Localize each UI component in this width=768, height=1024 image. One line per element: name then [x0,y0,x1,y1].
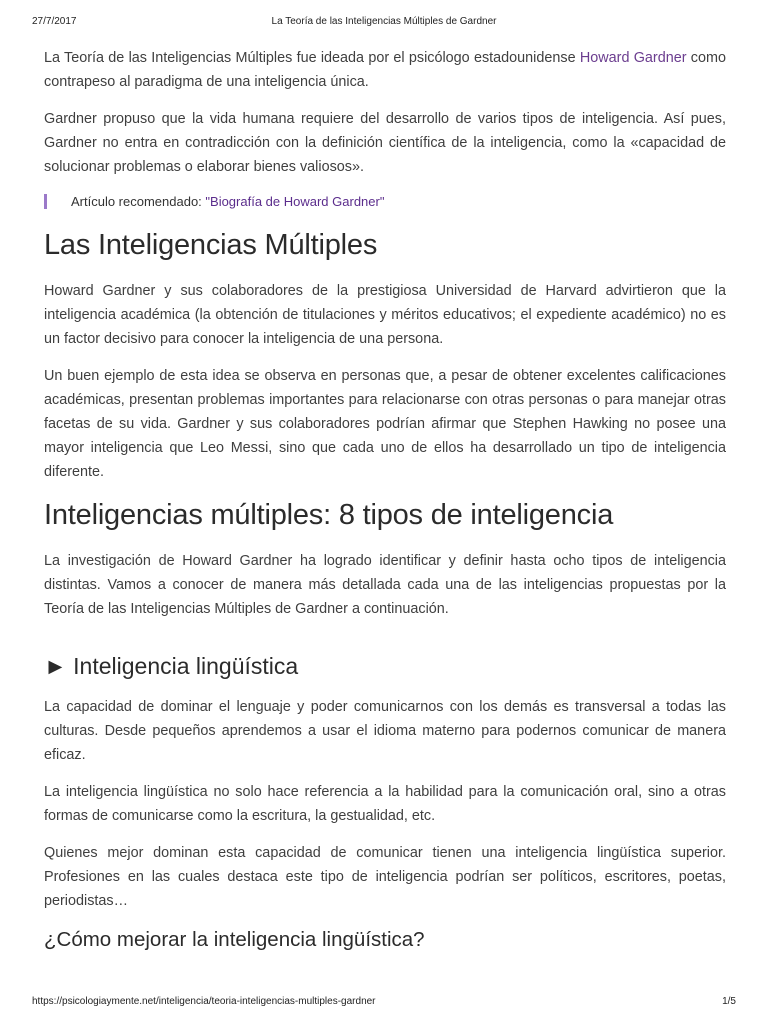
heading-ocho-tipos: Inteligencias múltiples: 8 tipos de inteligencia [44,499,614,531]
print-source-url: https://psicologiaymente.net/inteligencia/teoria-inteligencias-multiples-gardner [32,996,376,1007]
linguistica-paragraph-1: La capacidad de dominar el lenguaje y poder comunicarnos con los demás es transversal a todas las culturas. Desde pequeños aprendemos a usar el idioma materno para podernos comunicar de manera eficaz. [44,699,726,763]
print-date: 27/7/2017 [32,16,77,27]
recommended-article-link[interactable]: "Biografía de Howard Gardner" [205,194,385,209]
print-header [32,16,736,30]
print-footer [32,996,736,1010]
howard-gardner-link[interactable]: Howard Gardner [579,50,687,66]
intro-paragraph-2: Gardner propuso que la vida humana requiere del desarrollo de varios tipos de inteligencia. Así pues, Gardner no entra en contradicción con la definición científica de la inteligencia, como la «capacidad de solucionar problemas o elaborar bienes valiosos». [44,111,726,175]
linguistica-paragraph-3: Quienes mejor dominan esta capacidad de comunicar tienen una inteligencia lingüística superior. Profesiones en las cuales destaca este tipo de inteligencia podrían ser políticos, escritores, poetas, periodistas… [44,845,726,909]
intro-text-after-link: como contrapeso al paradigma de una inteligencia única. [44,50,726,90]
recommended-accent-bar [44,194,47,209]
linguistica-paragraph-2: La inteligencia lingüística no solo hace referencia a la habilidad para la comunicación oral, sino a otras formas de comunicarse como la escritura, la gestualidad, etc. [44,784,726,824]
heading-mejorar-linguistica: ¿Cómo mejorar la inteligencia lingüística? [44,928,425,951]
multiples-paragraph-2: Un buen ejemplo de esta idea se observa en personas que, a pesar de obtener excelentes calificaciones académicas, presentan problemas importantes para relacionarse con otras personas o para manejar otras facetas de su vida. Gardner y sus colaboradores podrían afirmar que Stephen Hawking no posee una mayor inteligencia que Leo Messi, sino que cada uno de ellos ha desarrollado un tipo de inteligencia diferente. [44,368,726,480]
tipos-paragraph-1: La investigación de Howard Gardner ha logrado identificar y definir hasta ocho tipos de inteligencia distintas. Vamos a conocer de manera más detallada cada una de las inteligencias propuestas por la Teoría de las Inteligencias Múltiples de Gardner a continuación. [44,553,726,617]
article-content [44,46,726,954]
recommended-label: Artículo recomendado: [71,194,206,209]
print-page-title: La Teoría de las Inteligencias Múltiples de Gardner [271,16,497,27]
recommended-article [44,193,726,211]
print-page-number: 1/5 [722,996,736,1007]
multiples-paragraph-1: Howard Gardner y sus colaboradores de la prestigiosa Universidad de Harvard advirtieron que la inteligencia académica (la obtención de titulaciones y méritos educativos; el expediente académico) no es un factor decisivo para conocer la inteligencia de una persona. [44,283,726,347]
heading-inteligencia-linguistica: ► Inteligencia lingüística [44,653,299,679]
heading-inteligencias-multiples: Las Inteligencias Múltiples [44,229,378,261]
intro-paragraph-1 [44,46,726,94]
intro-text-before-link: La Teoría de las Inteligencias Múltiples fue ideada por el psicólogo estadounidense [44,50,580,66]
